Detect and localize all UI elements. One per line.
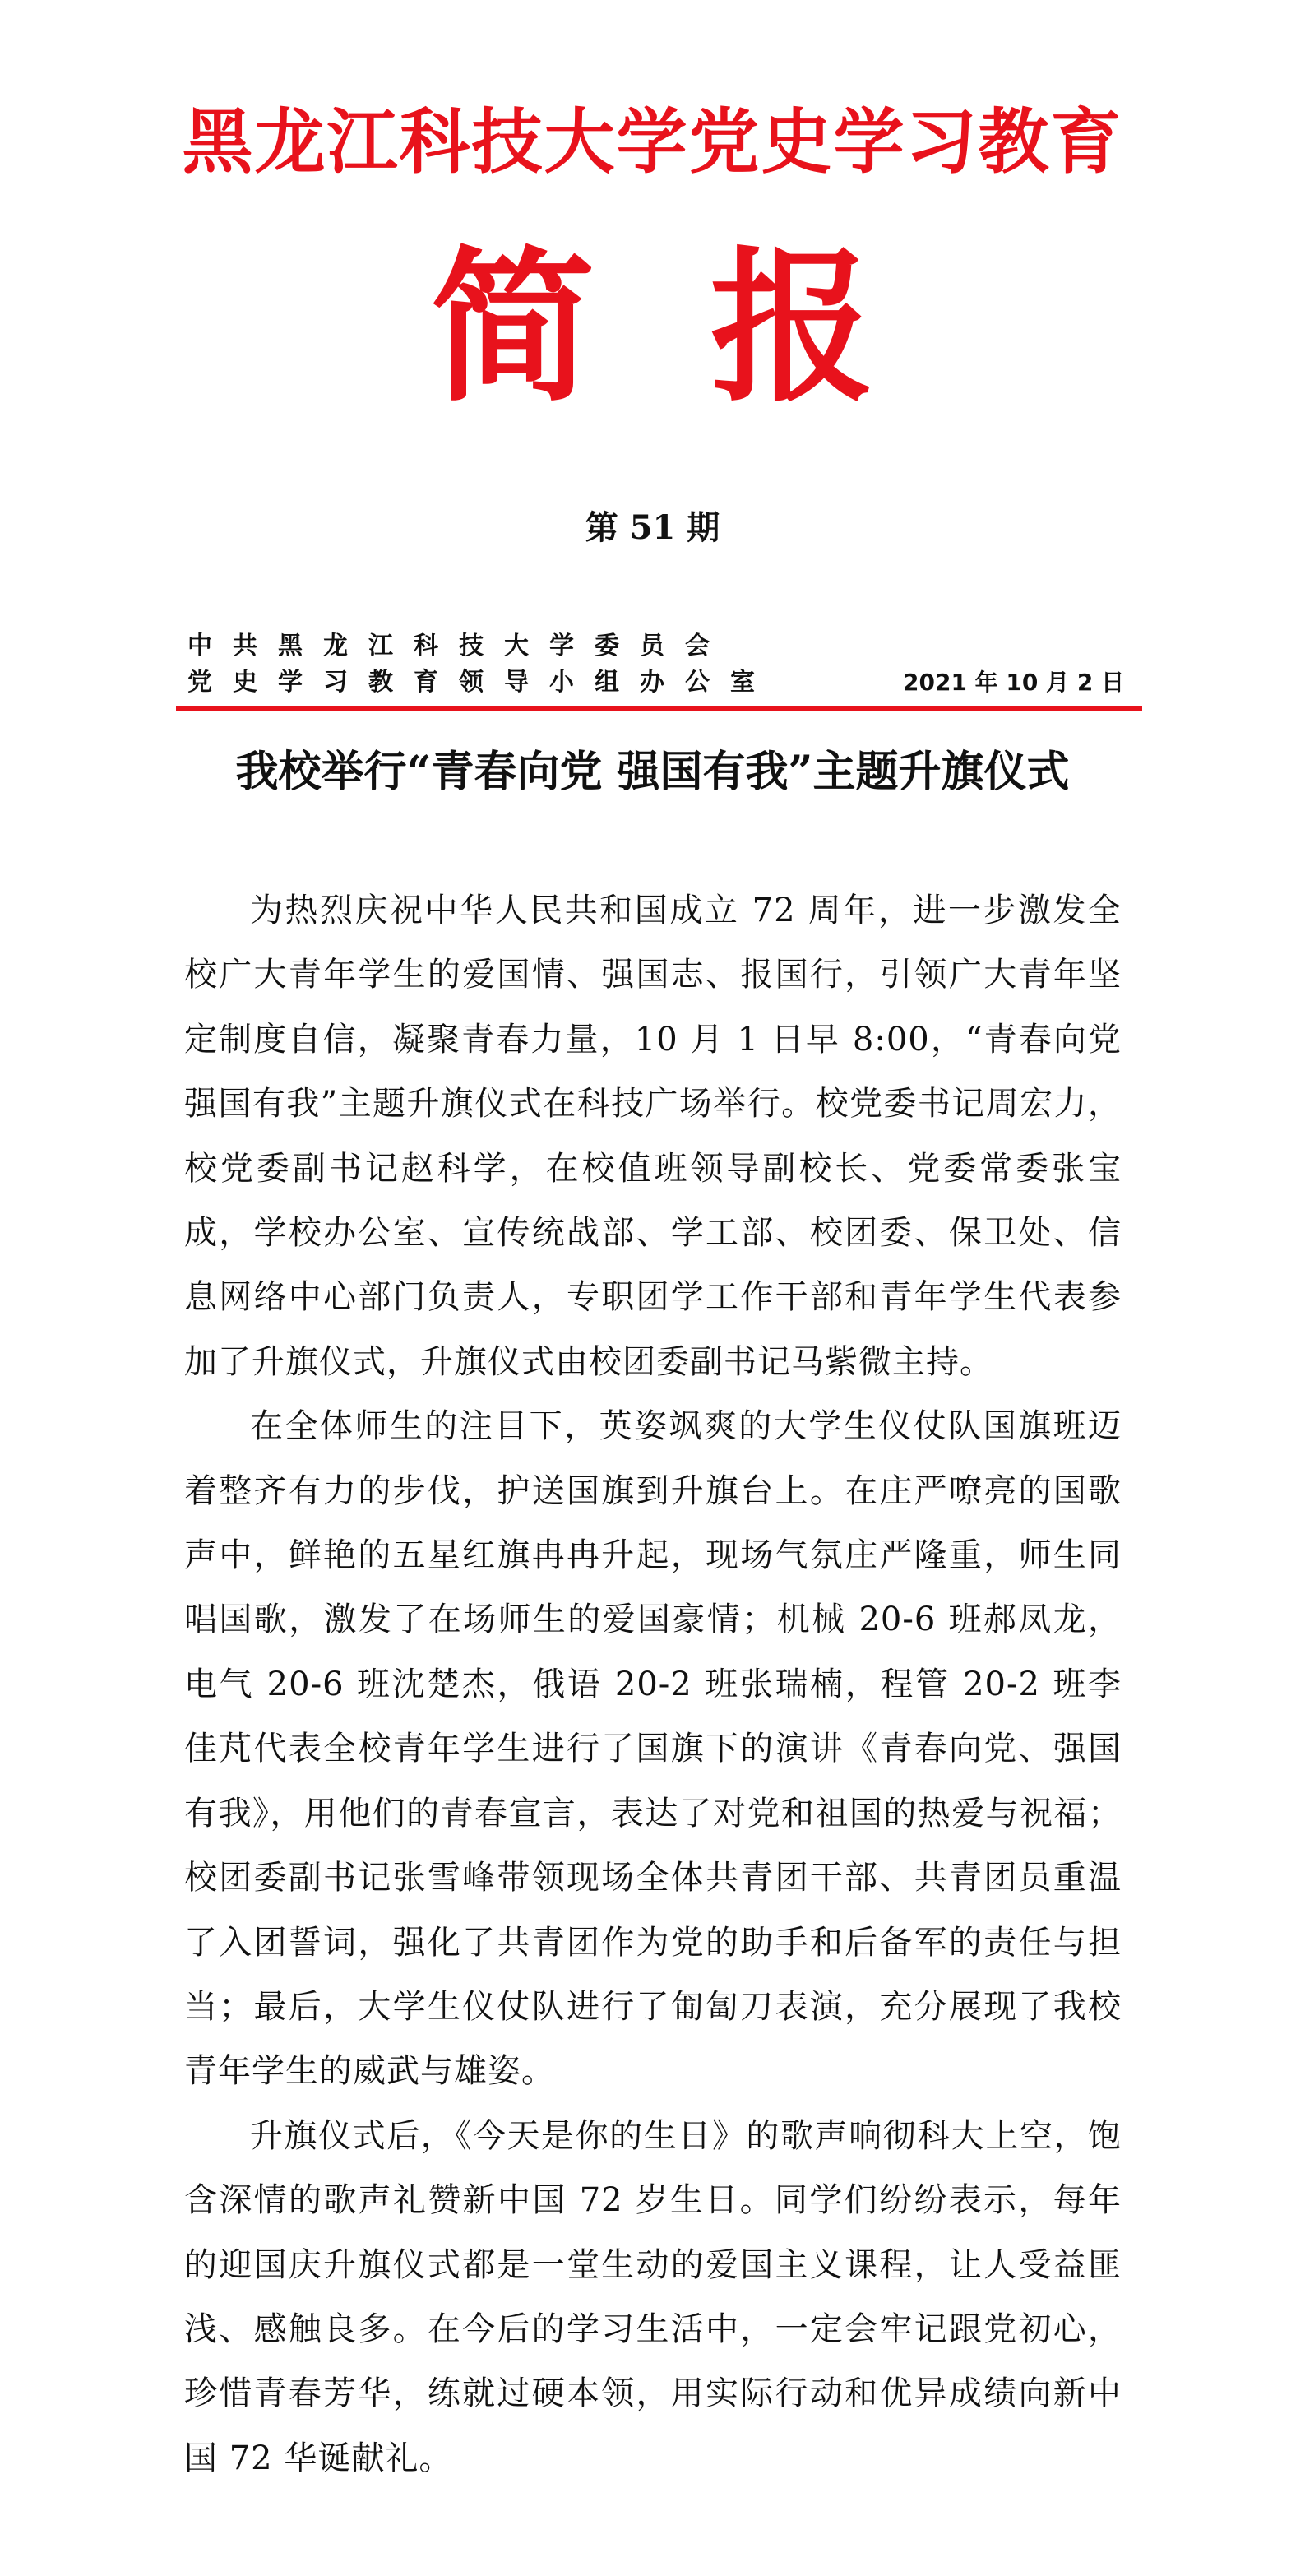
red-divider-rule [176,706,1142,711]
article-headline: 我校举行“青春向党 强国有我”主题升旗仪式 [235,747,1070,797]
issue-number: 第 51 期 [585,508,720,547]
article-paragraph: 在全体师生的注目下，英姿飒爽的大学生仪仗队国旗班迈着整齐有力的步伐，护送国旗到升旗台上。在庄严嘹亮的国歌声中，鲜艳的五星红旗冉冉升起，现场气氛庄严隆重，师生同唱国歌，激发了在场师生的爱国豪情；机械 20-6 班郝凤龙，电气 20-6 班沈楚杰，俄语 20-2 班张瑞楠，程管 20-2 班李佳芃代表全校青年学生进行了国旗下的演讲《青春向党、强国有我》，用他们的青春宣言，表达了对党和祖国的热爱与祝福；校团委副书记张雪峰带领现场全体共青团干部、共青团员重温了入团誓词，强化了共青团作为党的助手和后备军的责任与担当；最后，大学生仪仗队进行了匍匐刀表演，充分展现了我校青年学生的威武与雄姿。 [184,1407,1122,2091]
article-paragraph: 升旗仪式后，《今天是你的生日》的歌声响彻科大上空，饱含深情的歌声礼赞新中国 72 岁生日。同学们纷纷表示，每年的迎国庆升旗仪式都是一堂生动的爱国主义课程，让人受益匪浅、感触良多。在今后的学习生活中，一定会牢记跟党初心，珍惜青春芳华，练就过硬本领，用实际行动和优异成绩向新中国 72 华诞献礼。 [184,2116,1122,2477]
issue-date: 2021 年 10 月 2 日 [903,669,1125,696]
article-body [184,878,1122,2490]
issuer-line-2: 党史学习教育领导小组办公室 [187,668,775,697]
issuer-block [187,628,775,701]
issuer-line-1: 中共黑龙江科技大学委员会 [187,632,730,660]
masthead-bulletin-label: 简报 [430,233,990,424]
masthead-title: 黑龙江科技大学党史学习教育 [182,100,1123,183]
article-paragraph: 为热烈庆祝中华人民共和国成立 72 周年，进一步激发全校广大青年学生的爱国情、强国志、报国行，引领广大青年坚定制度自信，凝聚青春力量，10 月 1 日早 8:00，“青春向党 强国有我”主题升旗仪式在科技广场举行。校党委书记周宏力，校党委副书记赵科学，在校值班领导副校长、党委常委张宝成，学校办公室、宣传统战部、学工部、校团委、保卫处、信息网络中心部门负责人，专职团学工作干部和青年学生代表参加了升旗仪式，升旗仪式由校团委副书记马紫微主持。 [184,892,1122,1381]
